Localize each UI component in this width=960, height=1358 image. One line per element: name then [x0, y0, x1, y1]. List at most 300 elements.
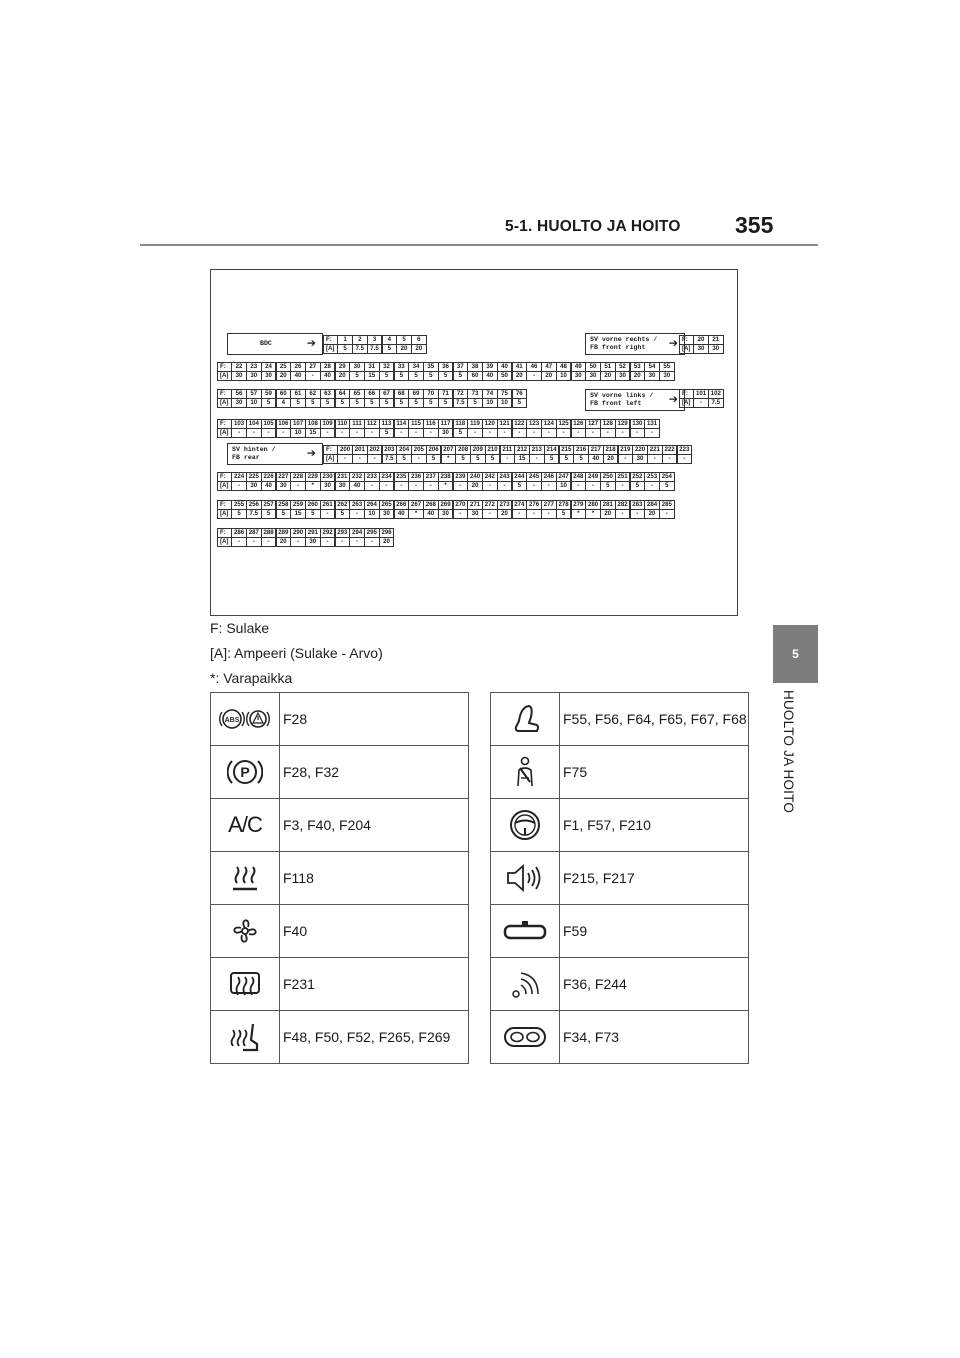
- fuse-number-cell: 204: [396, 445, 411, 455]
- fuse-header-cell: F:: [217, 389, 232, 399]
- fuse-number-cell: 203: [382, 445, 397, 455]
- fuse-number-cell: 33: [394, 362, 409, 372]
- fuse-ampere-cell: 20: [600, 509, 615, 519]
- fuse-number-cell: 64: [335, 389, 350, 399]
- fuse-ampere-cell: 30: [246, 371, 261, 381]
- fuse-number-cell: 20: [693, 335, 708, 345]
- fuse-number-cell: 112: [364, 419, 379, 429]
- table-row: [211, 852, 469, 905]
- fuse-ampere-cell: 5: [305, 398, 320, 408]
- fuse-number-cell: 214: [544, 445, 559, 455]
- fuse-number-cell: 60: [276, 389, 291, 399]
- fuse-ampere-cell: 30: [708, 344, 723, 354]
- icon-table-left: [210, 692, 469, 1064]
- fuse-number-cell: 46: [526, 362, 541, 372]
- fuse-number-cell: 251: [615, 472, 630, 482]
- table-row: [491, 746, 749, 799]
- fuse-ampere-cell: -: [644, 428, 659, 438]
- fuse-number-cell: 236: [408, 472, 423, 482]
- fuse-ampere-cell: 20: [644, 509, 659, 519]
- fuse-number-cell: 130: [630, 419, 645, 429]
- fuse-header-cell: F:: [217, 500, 232, 510]
- arrow-right-icon: ➔: [668, 336, 678, 350]
- fuse-number-cell: 129: [615, 419, 630, 429]
- fuse-number-cell: 31: [364, 362, 379, 372]
- label-front-left-line2: FB front left: [590, 399, 642, 407]
- fuse-number-cell: 259: [290, 500, 305, 510]
- fuse-number-cell: 56: [231, 389, 246, 399]
- legend-spare: *: Varapaikka: [210, 670, 293, 686]
- fuse-ampere-cell: -: [261, 537, 276, 547]
- fuse-number-cell: 229: [305, 472, 320, 482]
- fuse-number-cell: 127: [585, 419, 600, 429]
- fuse-ampere-cell: -: [261, 428, 276, 438]
- fuse-number-cell: 102: [708, 389, 723, 399]
- fuse-ampere-cell: 5: [423, 398, 438, 408]
- fuse-number-cell: 289: [276, 528, 291, 538]
- fuse-ampere-cell: -: [349, 428, 364, 438]
- fuse-number-cell: 104: [246, 419, 261, 429]
- fuse-ampere-cell: -: [659, 509, 674, 519]
- fuse-number-cell: 2: [352, 335, 367, 345]
- fuse-ampere-cell: -: [585, 428, 600, 438]
- fuse-number-cell: 36: [438, 362, 453, 372]
- fuse-ampere-cell: 5: [512, 481, 527, 491]
- fuse-ampere-cell: 20: [541, 371, 556, 381]
- fuse-ampere-cell: -: [497, 428, 512, 438]
- page-number: 355: [735, 212, 774, 238]
- table-row: [211, 693, 469, 746]
- ac-icon: [211, 799, 280, 852]
- fuse-ampere-cell: -: [364, 537, 379, 547]
- fuse-diagram: [210, 269, 738, 616]
- svg-text:ABS: ABS: [224, 717, 240, 724]
- fuse-ampere-cell: -: [571, 481, 586, 491]
- fuse-number-row: [679, 389, 723, 398]
- fuse-ampere-cell: -: [335, 537, 350, 547]
- fuse-ampere-row: [217, 371, 674, 380]
- fuse-number-cell: 24: [261, 362, 276, 372]
- fuse-ampere-cell: -: [541, 481, 556, 491]
- chapter-tab: 5: [773, 625, 818, 683]
- fuse-number-cell: 73: [467, 389, 482, 399]
- arrow-right-icon: ➔: [668, 392, 678, 406]
- heated-seat-icon: [211, 1011, 280, 1064]
- fuse-ampere-cell: -: [408, 428, 423, 438]
- fuse-number-cell: 22: [231, 362, 246, 372]
- fuse-number-cell: 120: [482, 419, 497, 429]
- ampere-header-cell: [A]: [679, 398, 694, 408]
- fuse-number-cell: 266: [394, 500, 409, 510]
- fuse-number-cell: 103: [231, 419, 246, 429]
- fuse-number-cell: 228: [290, 472, 305, 482]
- fuse-number-cell: 115: [408, 419, 423, 429]
- fuse-ampere-cell: 30: [615, 371, 630, 381]
- fuse-number-cell: 47: [541, 362, 556, 372]
- fuse-ampere-cell: *: [438, 481, 453, 491]
- fuse-number-cell: 215: [559, 445, 574, 455]
- fuse-number-cell: 207: [441, 445, 456, 455]
- fuse-ampere-cell: -: [677, 454, 692, 464]
- fuse-ampere-cell: 4: [276, 398, 291, 408]
- label-front-right-line2: FB front right: [590, 343, 646, 351]
- fuse-number-cell: 40: [497, 362, 512, 372]
- fuse-number-cell: 63: [320, 389, 335, 399]
- fuse-number-cell: 240: [467, 472, 482, 482]
- fuse-ampere-cell: -: [571, 428, 586, 438]
- fuse-ampere-row: [217, 428, 659, 437]
- fuse-ampere-cell: 30: [231, 398, 246, 408]
- fuse-ampere-cell: -: [364, 428, 379, 438]
- fuse-number-cell: 255: [231, 500, 246, 510]
- fuse-ampere-cell: 20: [411, 344, 426, 354]
- fuse-ampere-cell: 15: [364, 371, 379, 381]
- fan-icon: [211, 905, 280, 958]
- fuse-number-cell: 52: [615, 362, 630, 372]
- fuse-number-cell: 72: [453, 389, 468, 399]
- fuse-ampere-cell: -: [231, 481, 246, 491]
- mirror-icon: [491, 905, 560, 958]
- fuse-ampere-cell: *: [441, 454, 456, 464]
- fuse-ampere-cell: 5: [382, 344, 397, 354]
- fuse-number-row: [217, 362, 674, 371]
- icon-table-right: [490, 692, 749, 1064]
- table-row: [211, 958, 469, 1011]
- fuse-number-cell: 128: [600, 419, 615, 429]
- fuse-ampere-cell: 15: [305, 428, 320, 438]
- fuse-number-cell: 288: [261, 528, 276, 538]
- fuse-ampere-row: [217, 398, 526, 407]
- fuse-number-cell: 263: [349, 500, 364, 510]
- fuse-number-cell: 212: [514, 445, 529, 455]
- fuse-number-row: [217, 500, 674, 509]
- fuse-number-cell: 121: [497, 419, 512, 429]
- legend-fuse: F: Sulake: [210, 620, 270, 636]
- fuse-ampere-row: [217, 509, 674, 518]
- fuse-number-cell: 265: [379, 500, 394, 510]
- fuse-ampere-cell: 5: [659, 481, 674, 491]
- fuse-number-cell: 117: [438, 419, 453, 429]
- fuse-header-cell: F:: [323, 335, 338, 345]
- fuse-number-cell: 21: [708, 335, 723, 345]
- fuse-ampere-cell: -: [662, 454, 677, 464]
- fuse-ampere-cell: 30: [693, 344, 708, 354]
- fuse-ampere-cell: 7.5: [367, 344, 382, 354]
- fuse-label: F34, F73: [560, 1011, 749, 1064]
- fuse-header-cell: F:: [217, 528, 232, 538]
- fuse-ampere-cell: -: [647, 454, 662, 464]
- fuse-ampere-cell: -: [482, 509, 497, 519]
- fuse-ampere-cell: *: [408, 509, 423, 519]
- fuse-label: F75: [560, 746, 749, 799]
- fuse-ampere-cell: 15: [514, 454, 529, 464]
- fuse-ampere-cell: 5: [379, 371, 394, 381]
- fuse-ampere-cell: 40: [349, 481, 364, 491]
- fuse-number-cell: 68: [394, 389, 409, 399]
- fuse-ampere-cell: 40: [261, 481, 276, 491]
- fuse-number-cell: 26: [290, 362, 305, 372]
- fuse-ampere-cell: 30: [467, 509, 482, 519]
- fuse-number-cell: 23: [246, 362, 261, 372]
- fuse-ampere-cell: -: [290, 481, 305, 491]
- fuse-ampere-cell: 30: [644, 371, 659, 381]
- fuse-number-cell: 250: [600, 472, 615, 482]
- seat-heater-icon: [211, 852, 280, 905]
- label-bdc-text: BDC: [260, 340, 272, 347]
- fuse-ampere-cell: 30: [585, 371, 600, 381]
- fuse-label: F55, F56, F64, F65, F67, F68: [560, 693, 749, 746]
- fuse-ampere-cell: 5: [544, 454, 559, 464]
- fuse-ampere-cell: -: [352, 454, 367, 464]
- fuse-number-row: [217, 389, 526, 398]
- fuse-ampere-cell: -: [693, 398, 708, 408]
- fuse-number-cell: 126: [571, 419, 586, 429]
- label-bdc: [227, 333, 323, 355]
- fuse-number-cell: 48: [556, 362, 571, 372]
- fuse-number-cell: 6: [411, 335, 426, 345]
- ampere-header-cell: [A]: [217, 371, 232, 381]
- fuse-number-cell: 290: [290, 528, 305, 538]
- fuse-ampere-cell: -: [541, 509, 556, 519]
- fuse-ampere-cell: -: [615, 509, 630, 519]
- fuse-ampere-cell: -: [529, 454, 544, 464]
- fuse-number-cell: 4: [382, 335, 397, 345]
- fuse-number-cell: 242: [482, 472, 497, 482]
- fuse-number-cell: 268: [423, 500, 438, 510]
- fuse-number-cell: 29: [335, 362, 350, 372]
- fuse-number-cell: 256: [246, 500, 261, 510]
- fuse-number-row: [679, 335, 723, 344]
- fuse-number-cell: 293: [335, 528, 350, 538]
- fuse-number-cell: 261: [320, 500, 335, 510]
- fuse-number-cell: 273: [497, 500, 512, 510]
- fuse-ampere-cell: 30: [335, 481, 350, 491]
- fuse-number-cell: 61: [290, 389, 305, 399]
- fuse-ampere-cell: 5: [453, 371, 468, 381]
- fuse-ampere-cell: 10: [497, 398, 512, 408]
- fuse-number-cell: 32: [379, 362, 394, 372]
- fuse-label: F1, F57, F210: [560, 799, 749, 852]
- fuse-number-cell: 55: [659, 362, 674, 372]
- fuse-number-cell: 243: [497, 472, 512, 482]
- fuse-number-cell: 283: [630, 500, 645, 510]
- fuse-number-cell: 28: [320, 362, 335, 372]
- fuse-ampere-cell: 5: [290, 398, 305, 408]
- fuse-ampere-cell: 30: [246, 481, 261, 491]
- seat-icon: [491, 693, 560, 746]
- fuse-ampere-cell: 30: [231, 371, 246, 381]
- fuse-number-cell: 124: [541, 419, 556, 429]
- fuse-ampere-cell: 5: [305, 509, 320, 519]
- fuse-number-cell: 208: [455, 445, 470, 455]
- label-front-right: [585, 333, 685, 355]
- fuse-number-cell: 281: [600, 500, 615, 510]
- fuse-number-cell: 66: [364, 389, 379, 399]
- fuse-number-cell: 211: [500, 445, 515, 455]
- fuse-number-cell: 34: [408, 362, 423, 372]
- fuse-number-cell: 287: [246, 528, 261, 538]
- fuse-ampere-cell: 7.5: [453, 398, 468, 408]
- fuse-number-cell: 119: [467, 419, 482, 429]
- chapter-title: HUOLTO JA HOITO: [781, 690, 796, 814]
- fuse-ampere-cell: 5: [453, 428, 468, 438]
- fuse-ampere-cell: 5: [438, 371, 453, 381]
- steering-wheel-icon: [491, 799, 560, 852]
- fuse-number-cell: 272: [482, 500, 497, 510]
- fuse-number-cell: 54: [644, 362, 659, 372]
- fuse-number-cell: 237: [423, 472, 438, 482]
- fuse-number-cell: 51: [600, 362, 615, 372]
- fuse-header-cell: F:: [217, 419, 232, 429]
- fuse-number-row: [323, 445, 691, 454]
- speaker-icon: [491, 852, 560, 905]
- fuse-number-cell: 295: [364, 528, 379, 538]
- fuse-number-cell: 219: [618, 445, 633, 455]
- fuse-ampere-cell: 5: [467, 398, 482, 408]
- fuse-ampere-cell: -: [482, 428, 497, 438]
- fuse-ampere-cell: -: [231, 428, 246, 438]
- fuse-ampere-cell: -: [615, 428, 630, 438]
- fuse-ampere-cell: -: [337, 454, 352, 464]
- fuse-ampere-cell: 7.5: [352, 344, 367, 354]
- fuse-ampere-cell: 5: [556, 509, 571, 519]
- fuse-ampere-cell: 5: [423, 371, 438, 381]
- fuse-number-cell: 245: [526, 472, 541, 482]
- fuse-ampere-cell: -: [615, 481, 630, 491]
- fuse-number-cell: 230: [320, 472, 335, 482]
- fuse-number-cell: 69: [408, 389, 423, 399]
- fuse-number-cell: 244: [512, 472, 527, 482]
- fuse-number-cell: 62: [305, 389, 320, 399]
- table-row: [491, 693, 749, 746]
- fuse-number-cell: 113: [379, 419, 394, 429]
- fuse-ampere-cell: -: [408, 481, 423, 491]
- fuse-number-cell: 282: [615, 500, 630, 510]
- fuse-ampere-cell: 40: [482, 371, 497, 381]
- fuse-ampere-row: [217, 481, 674, 490]
- fuse-label: F28, F32: [280, 746, 469, 799]
- fuse-ampere-cell: 30: [659, 371, 674, 381]
- fuse-number-cell: 258: [276, 500, 291, 510]
- fuse-ampere-cell: -: [349, 509, 364, 519]
- fuse-number-cell: 277: [541, 500, 556, 510]
- label-rear: [227, 443, 323, 465]
- header-rule: [140, 244, 818, 246]
- fuse-ampere-cell: 7.5: [246, 509, 261, 519]
- fuse-number-row: [217, 472, 674, 481]
- fuse-number-cell: 65: [349, 389, 364, 399]
- fuse-number-row: [217, 419, 659, 428]
- fuse-number-cell: 278: [556, 500, 571, 510]
- fuse-ampere-cell: 15: [290, 509, 305, 519]
- fuse-number-cell: 125: [556, 419, 571, 429]
- fuse-ampere-cell: 5: [349, 398, 364, 408]
- fuse-number-cell: 291: [305, 528, 320, 538]
- fuse-ampere-cell: -: [364, 481, 379, 491]
- fuse-ampere-cell: 20: [335, 371, 350, 381]
- fuse-label: F40: [280, 905, 469, 958]
- fuse-number-cell: 262: [335, 500, 350, 510]
- abs-brake-warning-icon: [211, 693, 280, 746]
- fuse-ampere-cell: -: [526, 371, 541, 381]
- fuse-ampere-cell: -: [394, 428, 409, 438]
- fuse-number-cell: 210: [485, 445, 500, 455]
- fuse-number-cell: 3: [367, 335, 382, 345]
- fuse-ampere-cell: 5: [485, 454, 500, 464]
- fuse-number-cell: 267: [408, 500, 423, 510]
- fuse-ampere-cell: *: [585, 509, 600, 519]
- fuse-number-cell: 253: [644, 472, 659, 482]
- fuse-ampere-cell: 40: [394, 509, 409, 519]
- fuse-header-cell: F:: [679, 335, 694, 345]
- arrow-right-icon: ➔: [306, 446, 316, 460]
- fuse-ampere-cell: 60: [467, 371, 482, 381]
- ampere-header-cell: [A]: [217, 481, 232, 491]
- fuse-ampere-cell: 5: [600, 481, 615, 491]
- fuse-ampere-cell: -: [600, 428, 615, 438]
- fuse-label: F118: [280, 852, 469, 905]
- fuse-ampere-cell: 20: [600, 371, 615, 381]
- fuse-number-cell: 233: [364, 472, 379, 482]
- fuse-number-row: [217, 528, 394, 537]
- fuse-ampere-cell: 5: [320, 398, 335, 408]
- fuse-number-cell: 114: [394, 419, 409, 429]
- fuse-number-row: [323, 335, 426, 344]
- fuse-number-cell: 76: [512, 389, 527, 399]
- fuse-ampere-cell: 5: [408, 371, 423, 381]
- fuse-number-cell: 231: [335, 472, 350, 482]
- fuse-number-cell: 49: [571, 362, 586, 372]
- fuse-ampere-cell: 40: [290, 371, 305, 381]
- fuse-ampere-cell: 50: [497, 371, 512, 381]
- fuse-number-cell: 248: [571, 472, 586, 482]
- fuse-number-cell: 101: [693, 389, 708, 399]
- fuse-label: F231: [280, 958, 469, 1011]
- fuse-number-cell: 109: [320, 419, 335, 429]
- fuse-ampere-cell: -: [482, 481, 497, 491]
- interior-light-icon: [491, 1011, 560, 1064]
- fuse-number-cell: 232: [349, 472, 364, 482]
- fuse-ampere-cell: 5: [364, 398, 379, 408]
- fuse-ampere-cell: -: [320, 428, 335, 438]
- fuse-ampere-cell: -: [497, 481, 512, 491]
- fuse-header-cell: F:: [217, 362, 232, 372]
- table-row: [491, 799, 749, 852]
- fuse-ampere-cell: -: [305, 371, 320, 381]
- fuse-ampere-cell: -: [320, 537, 335, 547]
- fuse-number-cell: 39: [482, 362, 497, 372]
- fuse-label: F48, F50, F52, F265, F269: [280, 1011, 469, 1064]
- fuse-number-cell: 200: [337, 445, 352, 455]
- fuse-ampere-cell: 5: [349, 371, 364, 381]
- fuse-number-cell: 226: [261, 472, 276, 482]
- fuse-ampere-cell: 30: [438, 509, 453, 519]
- fuse-ampere-cell: -: [618, 454, 633, 464]
- fuse-ampere-cell: -: [367, 454, 382, 464]
- fuse-number-cell: 246: [541, 472, 556, 482]
- fuse-number-cell: 220: [632, 445, 647, 455]
- fuse-ampere-cell: -: [526, 428, 541, 438]
- fuse-number-cell: 292: [320, 528, 335, 538]
- fuse-ampere-cell: 20: [276, 371, 291, 381]
- fuse-ampere-cell: 20: [497, 509, 512, 519]
- fuse-ampere-cell: 10: [556, 481, 571, 491]
- fuse-number-cell: 201: [352, 445, 367, 455]
- fuse-number-cell: 296: [379, 528, 394, 538]
- fuse-number-cell: 280: [585, 500, 600, 510]
- arrow-right-icon: ➔: [306, 336, 316, 350]
- fuse-number-cell: 108: [305, 419, 320, 429]
